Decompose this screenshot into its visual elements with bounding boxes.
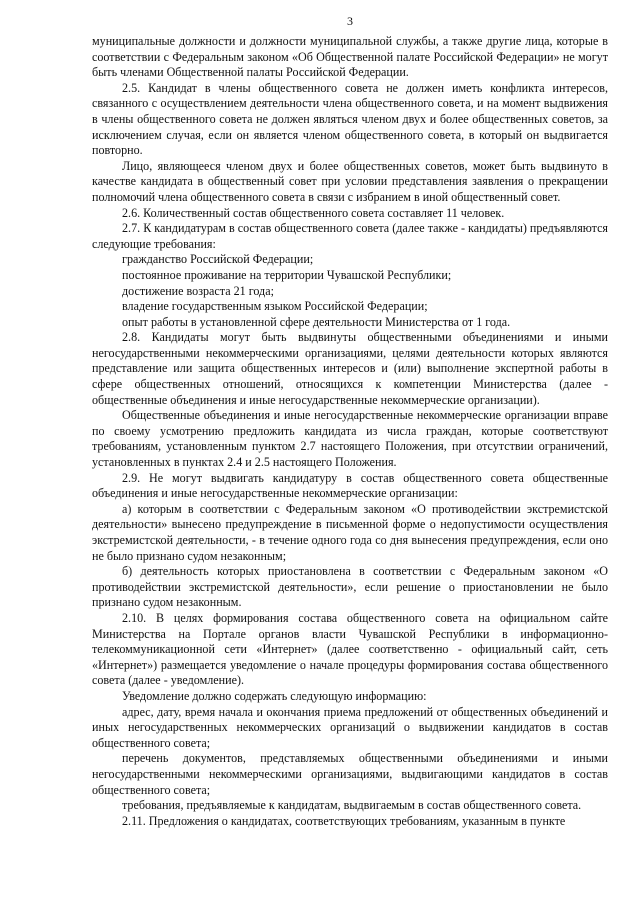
paragraph: б) деятельность которых приостановлена в соответствии с Федеральным законом «О противодействии экстремистской деятельности», если решение о приостановлении не было признано судом незаконным. (92, 564, 608, 610)
paragraph: муниципальные должности и должности муниципальной службы, а также другие лица, которые в соответствии с Федеральным законом «Об Общественной палате Российской Федерации» не могут быть членами Общественной палаты Российской Федерации. (92, 34, 608, 80)
document-body (92, 34, 608, 829)
page-number: 3 (347, 14, 353, 28)
paragraph: перечень документов, представляемых общественными объединениями и иными негосударственными некоммерческими организациями, выдвигающими кандидатов в состав общественного совета; (92, 751, 608, 797)
paragraph: Общественные объединения и иные негосударственные некоммерческие организации вправе по своему усмотрению предложить кандидата из числа граждан, которые соответствуют требованиям, установленным пунктом 2.7 настоящего Положения, при отсутствии ограничений, установленных в пунктах 2.4 и 2.5 настоящего Положения. (92, 408, 608, 470)
paragraph: Уведомление должно содержать следующую информацию: (122, 688, 427, 703)
paragraph: 2.8. Кандидаты могут быть выдвинуты общественными объединениями и иными негосударственными некоммерческими организациями, целями деятельности которых являются представление или защита общественных интересов и (или) выполнение экспертной работы в сфере общественных отношений, относящихся к компетенции Министерства (далее - общественные объединения и иные негосударственные некоммерческие организации). (92, 330, 608, 407)
paragraph: 2.7. К кандидатурам в состав общественного совета (далее также - кандидаты) предъявляются следующие требования: (92, 221, 608, 251)
paragraph: 2.9. Не могут выдвигать кандидатуру в состав общественного совета общественные объединения и иные негосударственные некоммерческие организации: (92, 470, 608, 501)
paragraph: Лицо, являющееся членом двух и более общественных советов, может быть выдвинуто в качестве кандидата в общественный совет при условии представления заявления о прекращении полномочий члена общественного совета в связи с избранием в иной общественный совет. (92, 158, 608, 204)
paragraph: требования, предъявляемые к кандидатам, выдвигаемым в состав общественного совета. (122, 798, 582, 813)
paragraph: а) которым в соответствии с Федеральным законом «О противодействии экстремистской деятельности» вынесено предупреждение в письменной форме о недопустимости осуществления экстремистской деятельности, - в течение одного года со дня вынесения предупреждения, если оно не было признано судом незаконным; (92, 501, 608, 563)
paragraph: достижение возраста 21 года; (122, 283, 274, 298)
paragraph: постоянное проживание на территории Чувашской Республики; (122, 267, 452, 282)
paragraph: гражданство Российской Федерации; (122, 252, 314, 267)
paragraph: владение государственным языком Российской Федерации; (122, 299, 428, 314)
paragraph: 2.11. Предложения о кандидатах, соответствующих требованиям, указанным в пункте (122, 813, 566, 828)
paragraph: 2.10. В целях формирования состава общественного совета на официальном сайте Министерства на Портале органов власти Чувашской Республики в информационно-телекоммуникационной сети «Интернет» (далее соответственно - официальный сайт, сеть «Интернет») размещается уведомление о начале процедуры формирования состава общественного совета (далее - уведомление). (92, 610, 608, 688)
paragraph: адрес, дату, время начала и окончания приема предложений от общественных объединений и иных негосударственных некоммерческих организаций о выдвижении кандидатов в состав общественного совета; (92, 704, 608, 750)
paragraph: 2.6. Количественный состав общественного совета составляет 11 человек. (122, 205, 505, 220)
paragraph: опыт работы в установленной сфере деятельности Министерства от 1 года. (122, 314, 511, 329)
paragraph: 2.5. Кандидат в члены общественного совета не должен иметь конфликта интересов, связанного с осуществлением деятельности члена общественного совета, и на момент выдвижения в члены общественного совета не должен являться членом двух и более общественных советов, за исключением случая, если он является членом общественного совета, в который он выдвигается повторно. (92, 80, 608, 158)
